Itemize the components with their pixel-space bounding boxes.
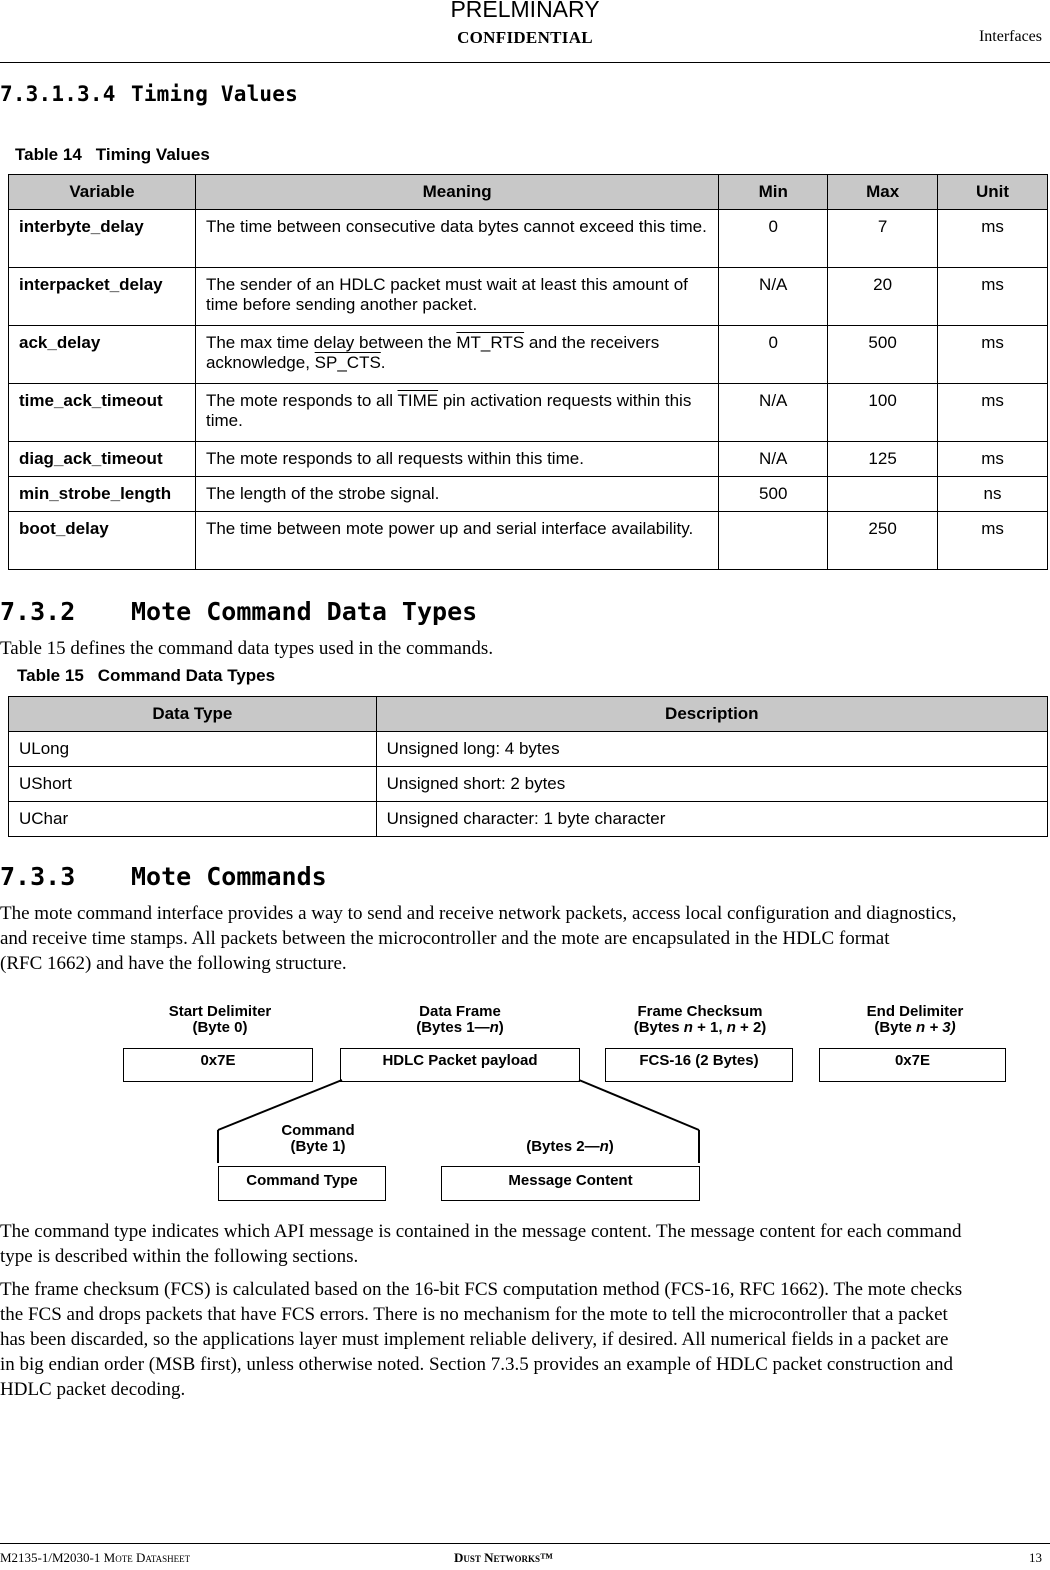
active-low-signal: SP_CTS: [314, 353, 381, 372]
section-heading-7-3-3: [0, 862, 327, 891]
data-type-cell: UShort: [9, 767, 377, 802]
description-cell: Unsigned character: 1 byte character: [376, 802, 1047, 837]
column-header: Max: [828, 175, 938, 210]
section-number: 7.3.2: [0, 597, 76, 626]
meaning-cell: The time between consecutive data bytes cannot exceed this time.: [195, 210, 718, 268]
meaning-cell: The sender of an HDLC packet must wait at least this amount of time before sending another packet.: [195, 268, 718, 326]
variable-cell: diag_ack_timeout: [9, 442, 196, 477]
table-row: [9, 767, 1048, 802]
page-number: 13: [1029, 1550, 1042, 1565]
body-paragraph: [0, 1277, 1046, 1402]
meaning-cell: The time between mote power up and serial interface availability.: [195, 512, 718, 570]
end-delimiter-label: End Delimiter (Byte n + 3): [866, 1003, 964, 1036]
table-row: [9, 326, 1048, 384]
frame-checksum-label: Frame Checksum (Bytes n + 1, n + 2): [633, 1003, 767, 1036]
meaning-cell: The max time delay between the MT_RTS and the receivers acknowledge, SP_CTS.: [195, 326, 718, 384]
min-cell: 500: [719, 477, 828, 512]
table-row: [9, 384, 1048, 442]
max-cell: 100: [828, 384, 938, 442]
hdlc-payload-box: HDLC Packet payload: [340, 1048, 580, 1082]
meaning-cell: The mote responds to all TIME pin activation requests within this time.: [195, 384, 718, 442]
start-delimiter-box: 0x7E: [123, 1048, 313, 1082]
unit-cell: ms: [938, 326, 1048, 384]
command-type-box: Command Type: [218, 1166, 386, 1201]
watermark-text: PRELMINARY: [450, 0, 600, 22]
column-header: Unit: [938, 175, 1048, 210]
section-number: 7.3.3: [0, 862, 76, 891]
table-row: [9, 477, 1048, 512]
section-title: Mote Command Data Types: [131, 597, 478, 626]
table-row: [9, 802, 1048, 837]
variable-cell: interbyte_delay: [9, 210, 196, 268]
table-row: [9, 268, 1048, 326]
max-cell: 125: [828, 442, 938, 477]
column-header: Variable: [9, 175, 196, 210]
unit-cell: ms: [938, 512, 1048, 570]
variable-cell: boot_delay: [9, 512, 196, 570]
column-header: Min: [719, 175, 828, 210]
min-cell: [719, 512, 828, 570]
paragraph-line: The frame checksum (FCS) is calculated based on the 16-bit FCS computation method (FCS-16, RFC 1662). The mote checks: [0, 1279, 963, 1300]
max-cell: [828, 477, 938, 512]
paragraph-line: the FCS and drops packets that have FCS errors. There is no mechanism for the mote to tell the microcontroller that a packet: [0, 1304, 948, 1325]
expansion-line-right: [579, 1080, 699, 1130]
footer-rule: [0, 1543, 1050, 1544]
table-14-caption: [15, 145, 210, 165]
column-header: Description: [376, 697, 1047, 732]
unit-cell: ns: [938, 477, 1048, 512]
table-header-row: [9, 697, 1048, 732]
table-title: Timing Values: [95, 145, 210, 164]
header-rule: [0, 62, 1050, 63]
paragraph-line: has been discarded, so the applications layer must implement reliable delivery, if desired. All numerical fields in a packet are: [0, 1329, 949, 1350]
paragraph-line: type is described within the following sections.: [0, 1246, 359, 1267]
footer-company: Dust Networks™: [454, 1550, 554, 1565]
end-delimiter-box: 0x7E: [819, 1048, 1006, 1082]
body-paragraph: Table 15 defines the command data types used in the commands.: [0, 638, 494, 659]
paragraph-line: and receive time stamps. All packets between the microcontroller and the mote are encapsulated in the HDLC format: [0, 928, 890, 949]
body-paragraph: [0, 1219, 1046, 1269]
section-heading-7-3-1-3-4: [0, 82, 298, 106]
paragraph-line: (RFC 1662) and have the following structure.: [0, 953, 347, 974]
message-bytes-label: (Bytes 2—n): [526, 1138, 614, 1155]
variable-cell: min_strobe_length: [9, 477, 196, 512]
paragraph-line: The mote command interface provides a way to send and receive network packets, access local configuration and diagnostics,: [0, 903, 957, 924]
section-title: Mote Commands: [131, 862, 327, 891]
hdlc-frame-diagram: [0, 995, 1050, 1205]
command-data-types-table: [8, 696, 1048, 837]
section-title: Timing Values: [131, 82, 298, 106]
max-cell: 7: [828, 210, 938, 268]
body-paragraph: [0, 901, 1046, 976]
description-cell: Unsigned long: 4 bytes: [376, 732, 1047, 767]
command-label: Command (Byte 1): [281, 1122, 355, 1155]
description-cell: Unsigned short: 2 bytes: [376, 767, 1047, 802]
header-section-name: Interfaces: [978, 28, 1042, 45]
table-header-row: [9, 175, 1048, 210]
table-label: Table 15: [17, 666, 84, 685]
max-cell: 250: [828, 512, 938, 570]
min-cell: 0: [719, 326, 828, 384]
footer-doc-title: M2135-1/M2030-1 Mote Datasheet: [0, 1550, 191, 1565]
table-row: [9, 512, 1048, 570]
min-cell: N/A: [719, 384, 828, 442]
meaning-cell: The length of the strobe signal.: [195, 477, 718, 512]
table-15-caption: [17, 666, 275, 686]
variable-cell: ack_delay: [9, 326, 196, 384]
min-cell: 0: [719, 210, 828, 268]
table-row: [9, 210, 1048, 268]
table-title: Command Data Types: [97, 666, 276, 685]
unit-cell: ms: [938, 442, 1048, 477]
data-type-cell: ULong: [9, 732, 377, 767]
unit-cell: ms: [938, 268, 1048, 326]
meaning-cell: The mote responds to all requests within this time.: [195, 442, 718, 477]
unit-cell: ms: [938, 384, 1048, 442]
active-low-signal: TIME: [397, 391, 439, 410]
max-cell: 500: [828, 326, 938, 384]
paragraph-line: HDLC packet decoding.: [0, 1379, 186, 1400]
column-header: Meaning: [195, 175, 718, 210]
fcs-box: FCS-16 (2 Bytes): [605, 1048, 793, 1082]
section-heading-7-3-2: [0, 597, 477, 626]
unit-cell: ms: [938, 210, 1048, 268]
paragraph-line: in big endian order (MSB first), unless otherwise noted. Section 7.3.5 provides an example of HDLC packet construction and: [0, 1354, 953, 1375]
variable-cell: time_ack_timeout: [9, 384, 196, 442]
table-row: [9, 732, 1048, 767]
table-label: Table 14: [15, 145, 82, 164]
data-type-cell: UChar: [9, 802, 377, 837]
paragraph-line: The command type indicates which API message is contained in the message content. The message content for each command: [0, 1221, 962, 1242]
section-number: 7.3.1.3.4: [0, 82, 116, 106]
table-row: [9, 442, 1048, 477]
max-cell: 20: [828, 268, 938, 326]
data-frame-label: Data Frame (Bytes 1—n): [416, 1003, 504, 1036]
start-delimiter-label: Start Delimiter (Byte 0): [168, 1003, 272, 1036]
column-header: Data Type: [9, 697, 377, 732]
min-cell: N/A: [719, 442, 828, 477]
message-content-box: Message Content: [441, 1166, 700, 1201]
timing-values-table: [8, 174, 1048, 570]
min-cell: N/A: [719, 268, 828, 326]
variable-cell: interpacket_delay: [9, 268, 196, 326]
confidential-label: CONFIDENTIAL: [457, 28, 593, 47]
active-low-signal: MT_RTS: [456, 333, 525, 352]
